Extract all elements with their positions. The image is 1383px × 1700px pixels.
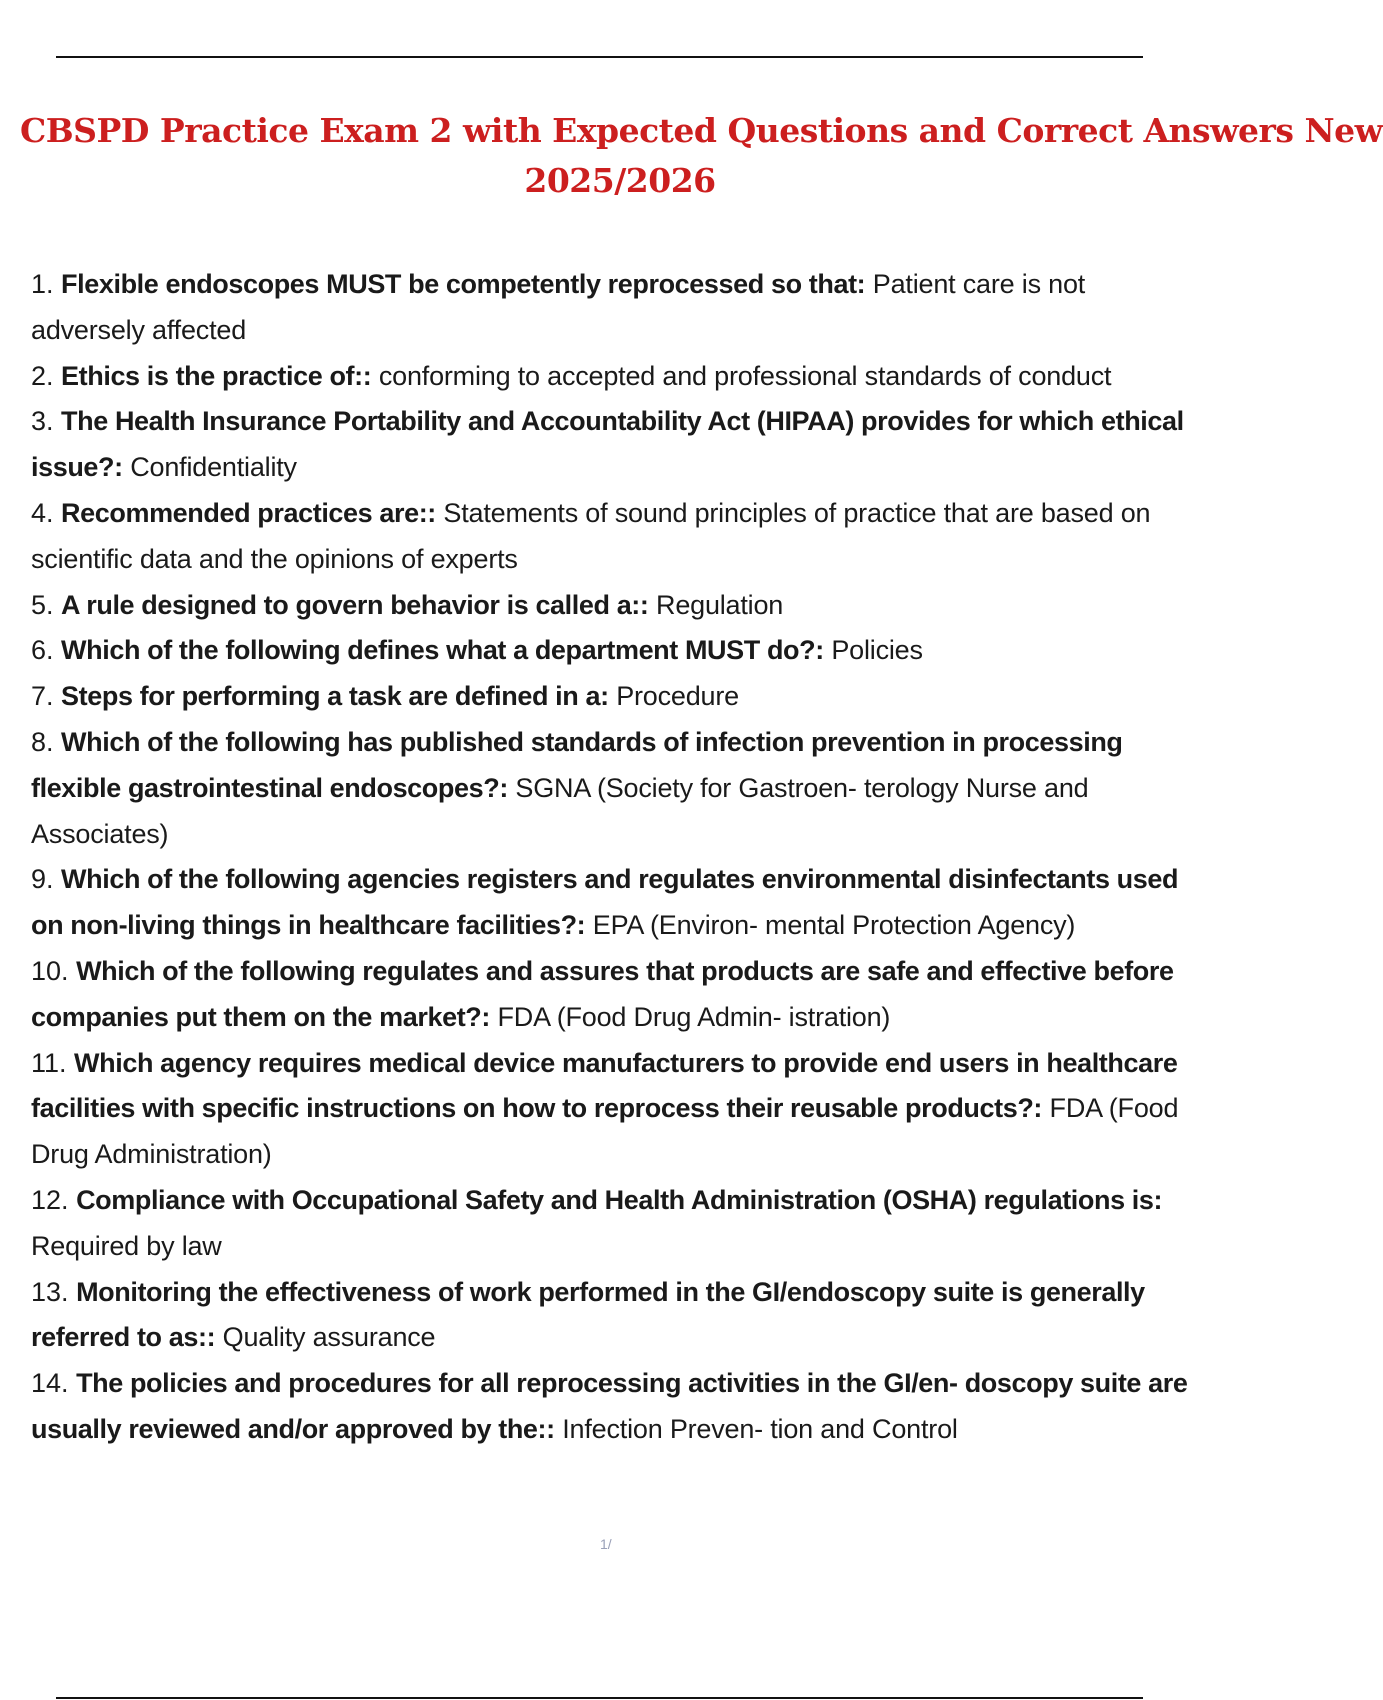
answer-text: FDA (Food Drug Administration) (31, 1093, 1179, 1170)
answer-text: conforming to accepted and professional standards of conduct (378, 360, 1112, 391)
question-number: 3. (31, 406, 54, 437)
question-text: Which agency requires medical device manufacturers to provide end users in healthcare facilities with specific instructions on how to reprocess their reusable products?: (31, 1047, 1178, 1124)
answer-text: Confidentiality (130, 452, 297, 483)
question-item-8 (31, 720, 1191, 857)
question-number: 12. (31, 1184, 69, 1215)
answer-text: Policies (831, 635, 923, 666)
answer-text: Infection Preven- tion and Control (562, 1413, 958, 1444)
document-title (20, 106, 1383, 206)
question-number: 13. (31, 1276, 69, 1307)
question-number: 8. (31, 726, 54, 757)
question-text: Which of the following defines what a department MUST do?: (61, 635, 824, 666)
question-item-12 (31, 1178, 1191, 1270)
question-item-14 (31, 1361, 1191, 1453)
question-number: 10. (31, 955, 69, 986)
question-number: 4. (31, 497, 54, 528)
question-text: A rule designed to govern behavior is called a:: (61, 589, 649, 620)
question-item-3 (31, 399, 1191, 491)
question-list (31, 262, 1191, 1453)
question-number: 5. (31, 589, 54, 620)
question-number: 11. (31, 1047, 67, 1078)
question-text: Steps for performing a task are defined in a: (61, 681, 609, 712)
answer-text: Regulation (656, 589, 784, 620)
question-text: Which of the following regulates and assures that products are safe and effective before companies put them on the market?: (31, 955, 1174, 1032)
answer-text: Procedure (616, 681, 739, 712)
question-item-6 (31, 628, 1191, 674)
question-number: 7. (31, 681, 54, 712)
question-text: Which of the following has published standards of infection prevention in processing flexible gastrointestinal endoscopes?: (31, 726, 1123, 803)
question-text: Flexible endoscopes MUST be competently reprocessed so that: (61, 269, 866, 299)
question-text: Compliance with Occupational Safety and Health Administration (OSHA) regulations is: (76, 1184, 1163, 1215)
answer-text: Required by law (31, 1230, 222, 1261)
question-number: 1. (31, 269, 54, 299)
answer-text: EPA (Environ- mental Protection Agency) (592, 910, 1076, 941)
question-item-4 (31, 491, 1191, 583)
question-item-13 (31, 1270, 1191, 1362)
top-rule (56, 56, 1143, 58)
bottom-rule (56, 1697, 1143, 1699)
answer-text: SGNA (Society for Gastroen- terology Nurse and Associates) (31, 772, 1089, 849)
question-item-1 (31, 262, 1191, 354)
question-item-9 (31, 857, 1191, 949)
question-text: Monitoring the effectiveness of work performed in the GI/endoscopy suite is generally referred to as:: (31, 1276, 1145, 1353)
question-text: The Health Insurance Portability and Accountability Act (HIPAA) provides for which ethical issue?: (31, 406, 1184, 483)
question-text: Recommended practices are:: (61, 497, 436, 528)
question-text: The policies and procedures for all reprocessing activities in the GI/en- doscopy suite are usually reviewed and/or approved by the:: (31, 1368, 1188, 1444)
question-number: 6. (31, 635, 54, 666)
question-number: 9. (31, 864, 54, 895)
question-item-11 (31, 1041, 1191, 1178)
answer-text: Quality assurance (222, 1322, 436, 1353)
answer-text: FDA (Food Drug Admin- istration) (497, 1001, 891, 1032)
question-item-10 (31, 949, 1191, 1041)
question-text: Which of the following agencies registers and regulates environmental disinfectants used on non-living things in healthcare facilities?: (31, 864, 1179, 941)
question-item-2 (31, 354, 1191, 400)
question-item-5 (31, 583, 1191, 629)
answer-text: Statements of sound principles of practice that are based on scientific data and the opinions of experts (31, 497, 1151, 574)
answer-text: Patient care is not adversely affected (31, 269, 1086, 345)
question-number: 2. (31, 360, 54, 391)
question-number: 14. (31, 1368, 69, 1399)
page-number: 1/ (600, 1536, 612, 1552)
title-line-2: 2025/2026 (524, 161, 716, 200)
question-text: Ethics is the practice of:: (61, 360, 372, 391)
question-item-7 (31, 674, 1191, 720)
title-line-1: CBSPD Practice Exam 2 with Expected Questions and Correct Answers New (20, 111, 1383, 150)
